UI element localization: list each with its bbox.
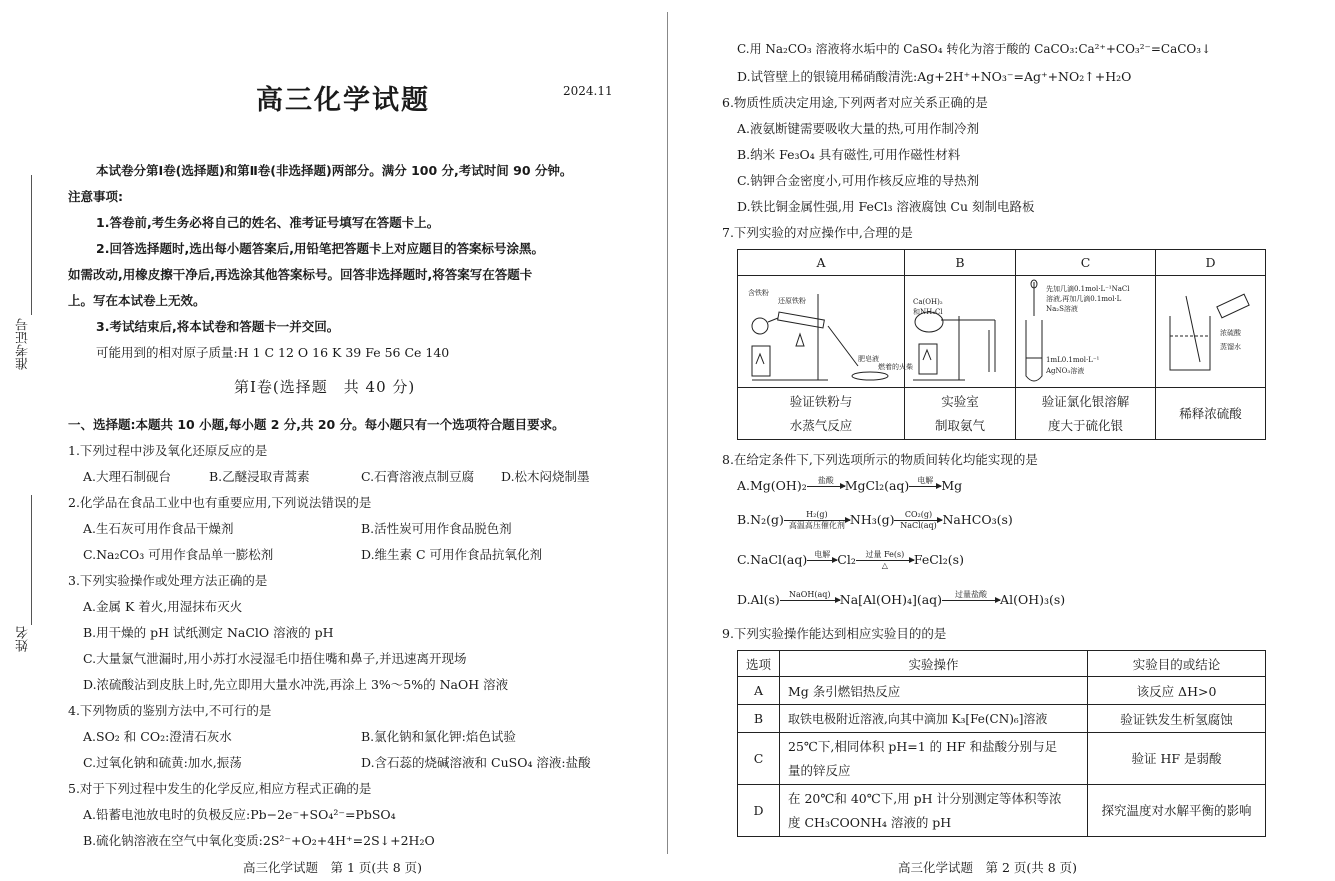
- q9-header-option: 选项: [738, 651, 780, 677]
- label-d1: 浓硫酸: [1220, 329, 1241, 337]
- q6-option-c: C.钠钾合金密度小,可用作核反应堆的导热剂: [737, 173, 980, 188]
- q7-caption-c: 验证氯化银溶解 度大于硫化银: [1016, 388, 1156, 440]
- q9-header-goal: 实验目的或结论: [1088, 651, 1266, 677]
- q8-option-d: D.Al(s) NaOH(aq) Na[Al(OH)₄](aq) 过量盐酸 Al(OH)₃(s): [737, 590, 1066, 607]
- q9-row-c-key: C: [738, 733, 780, 785]
- exam-date: 2024.11: [563, 84, 613, 98]
- page1-footer: 高三化学试题 第 1 页(共 8 页): [243, 860, 423, 875]
- q5-option-b: B.硫化钠溶液在空气中氧化变质:2S²⁻+O₂+4H⁺=2S↓+2H₂O: [83, 833, 435, 848]
- q1-option-b: B.乙醚浸取青蒿素: [209, 469, 310, 484]
- label-c4: 1mL0.1mol·L⁻¹: [1046, 356, 1100, 364]
- margin-line-top: [31, 175, 32, 315]
- page-title: 高三化学试题: [256, 85, 430, 116]
- q5-stem: 5.对于下列过程中发生的化学反应,相应方程式正确的是: [68, 781, 372, 796]
- section-title: 第Ⅰ卷(选择题 共 40 分): [234, 378, 416, 396]
- exam-id-label: 准考证号: [16, 318, 31, 370]
- q7-table: [737, 249, 1266, 440]
- q7-header-b: B: [905, 250, 1016, 276]
- label-a4: 燃着的火柴: [878, 363, 913, 371]
- q2-stem: 2.化学品在食品工业中也有重要应用,下列说法错误的是: [68, 495, 372, 510]
- label-a1: 含铁粉: [748, 289, 769, 297]
- q2-option-d: D.维生素 C 可用作食品抗氧化剂: [361, 547, 543, 562]
- ammonia-apparatus: [905, 276, 1015, 388]
- q3-option-d: D.浓硫酸沾到皮肤上时,先立即用大量水冲洗,再涂上 3%～5%的 NaOH 溶液: [83, 677, 509, 692]
- q9-row-a-operation: Mg 条引燃铝热反应: [780, 677, 1088, 705]
- margin-line-mid: [31, 495, 32, 625]
- q4-option-a: A.SO₂ 和 CO₂:澄清石灰水: [83, 729, 232, 744]
- atomic-masses: 可能用到的相对原子质量:H 1 C 12 O 16 K 39 Fe 56 Ce 140: [96, 345, 450, 360]
- q4-stem: 4.下列物质的鉴别方法中,不可行的是: [68, 703, 272, 718]
- label-c1: 先加几滴0.1mol·L⁻¹NaCl: [1046, 285, 1130, 293]
- notice-2b: 如需改动,用橡皮擦干净后,再选涂其他答案标号。回答非选择题时,将答案写在答题卡: [68, 267, 533, 282]
- dilution-apparatus: [1156, 276, 1266, 388]
- q9-row-d-key: D: [738, 785, 780, 837]
- label-c3: Na₂S溶液: [1046, 305, 1078, 313]
- q8-option-c: C.NaCl(aq) 电解 Cl₂ 过量 Fe(s) △ FeCl₂(s): [737, 550, 964, 570]
- q7-header-a: A: [738, 250, 905, 276]
- q6-option-d: D.铁比铜金属性强,用 FeCl₃ 溶液腐蚀 Cu 刻制电路板: [737, 199, 1035, 214]
- q8-option-a: A.Mg(OH)₂ 盐酸 MgCl₂(aq) 电解 Mg: [737, 476, 963, 493]
- part1-instructions: 一、选择题:本题共 10 小题,每小题 2 分,共 20 分。每小题只有一个选项符合题目要求。: [68, 417, 565, 432]
- q9-row-d-operation: 在 20℃和 40℃下,用 pH 计分别测定等体积等浓 度 CH₃COONH₄ 溶液的 pH: [780, 785, 1088, 837]
- q9-row-c-goal: 验证 HF 是弱酸: [1088, 733, 1266, 785]
- column-divider: [667, 12, 668, 854]
- q4-option-c: C.过氧化钠和硫黄:加水,振荡: [83, 755, 242, 770]
- q7-header-d: D: [1156, 250, 1266, 276]
- q3-option-c: C.大量氯气泄漏时,用小苏打水浸湿毛巾捂住嘴和鼻子,并迅速离开现场: [83, 651, 467, 666]
- q1-stem: 1.下列过程中涉及氧化还原反应的是: [68, 443, 268, 458]
- name-label: 姓名: [16, 626, 31, 652]
- label-c2: 溶液,再加几滴0.1mol·L: [1046, 295, 1122, 303]
- q7-caption-d: 稀释浓硫酸: [1156, 388, 1266, 440]
- q7-figure-c: [1016, 276, 1156, 388]
- q9-row-a-goal: 该反应 ΔH>0: [1088, 677, 1266, 705]
- q9-header-operation: 实验操作: [780, 651, 1088, 677]
- q5-option-d: D.试管壁上的银镜用稀硝酸清洗:Ag+2H⁺+NO₃⁻=Ag⁺+NO₂↑+H₂O: [737, 69, 1132, 84]
- q2-option-c: C.Na₂CO₃ 可用作食品单一膨松剂: [83, 547, 274, 562]
- q9-table: [737, 650, 1266, 837]
- label-b1: Ca(OH)₂: [913, 298, 943, 306]
- q1-option-c: C.石膏溶液点制豆腐: [361, 469, 475, 484]
- q7-caption-a: 验证铁粉与 水蒸气反应: [738, 388, 905, 440]
- q8-option-b: B.N₂(g) H₂(g) 高温高压催化剂 NH₃(g) CO₂(g) NaCl(aq) NaHCO₃(s): [737, 510, 1013, 530]
- intro-line: 本试卷分第Ⅰ卷(选择题)和第Ⅱ卷(非选择题)两部分。满分 100 分,考试时间 90 分钟。: [96, 163, 573, 178]
- q7-figure-d: [1156, 276, 1266, 388]
- q3-option-a: A.金属 K 着火,用湿抹布灭火: [83, 599, 243, 614]
- q4-option-d: D.含石蕊的烧碱溶液和 CuSO₄ 溶液:盐酸: [361, 755, 591, 770]
- q7-header-c: C: [1016, 250, 1156, 276]
- notice-heading: 注意事项:: [68, 189, 123, 204]
- q3-stem: 3.下列实验操作或处理方法正确的是: [68, 573, 268, 588]
- q9-row-c-operation: 25℃下,相同体积 pH=1 的 HF 和盐酸分别与足 量的锌反应: [780, 733, 1088, 785]
- q9-row-a-key: A: [738, 677, 780, 705]
- q9-row-d-goal: 探究温度对水解平衡的影响: [1088, 785, 1266, 837]
- q6-option-a: A.液氨断键需要吸收大量的热,可用作制冷剂: [737, 121, 979, 136]
- q5-option-c: C.用 Na₂CO₃ 溶液将水垢中的 CaSO₄ 转化为溶于酸的 CaCO₃:Ca²⁺+CO₃²⁻=CaCO₃↓: [737, 42, 1212, 56]
- q6-stem: 6.物质性质决定用途,下列两者对应关系正确的是: [722, 95, 988, 110]
- label-c5: AgNO₃溶液: [1046, 367, 1085, 375]
- label-d2: 蒸馏水: [1220, 343, 1241, 351]
- q4-option-b: B.氯化钠和氯化钾:焰色试验: [361, 729, 516, 744]
- q7-figure-a: [738, 276, 913, 388]
- q3-option-b: B.用干燥的 pH 试纸测定 NaClO 溶液的 pH: [83, 625, 334, 640]
- q9-row-b-goal: 验证铁发生析氢腐蚀: [1088, 705, 1266, 733]
- notice-2c: 上。写在本试卷上无效。: [68, 293, 206, 308]
- q6-option-b: B.纳米 Fe₃O₄ 具有磁性,可用作磁性材料: [737, 147, 961, 162]
- q9-row-b-key: B: [738, 705, 780, 733]
- q9-stem: 9.下列实验操作能达到相应实验目的的是: [722, 626, 947, 641]
- q5-option-a: A.铅蓄电池放电时的负极反应:Pb−2e⁻+SO₄²⁻=PbSO₄: [83, 807, 396, 822]
- q9-row-b-operation: 取铁电极附近溶液,向其中滴加 K₃[Fe(CN)₆]溶液: [780, 705, 1088, 733]
- page2-footer: 高三化学试题 第 2 页(共 8 页): [898, 860, 1078, 875]
- q7-stem: 7.下列实验的对应操作中,合理的是: [722, 225, 913, 240]
- q7-figure-b: [905, 276, 1016, 388]
- notice-2a: 2.回答选择题时,选出每小题答案后,用铅笔把答题卡上对应题目的答案标号涂黑。: [96, 241, 544, 256]
- q7-caption-b: 实验室 制取氨气: [905, 388, 1016, 440]
- q2-option-b: B.活性炭可用作食品脱色剂: [361, 521, 512, 536]
- label-a3: 肥皂液: [858, 355, 879, 363]
- q2-option-a: A.生石灰可用作食品干燥剂: [83, 521, 234, 536]
- label-b2: 和NH₄Cl: [913, 308, 943, 316]
- notice-1: 1.答卷前,考生务必将自己的姓名、准考证号填写在答题卡上。: [96, 215, 440, 230]
- label-a2: 还原铁粉: [778, 297, 806, 305]
- q1-option-a: A.大理石制砚台: [83, 469, 172, 484]
- q1-option-d: D.松木闷烧制墨: [501, 469, 590, 484]
- q8-stem: 8.在给定条件下,下列选项所示的物质间转化均能实现的是: [722, 452, 1038, 467]
- notice-3: 3.考试结束后,将本试卷和答题卡一并交回。: [96, 319, 340, 334]
